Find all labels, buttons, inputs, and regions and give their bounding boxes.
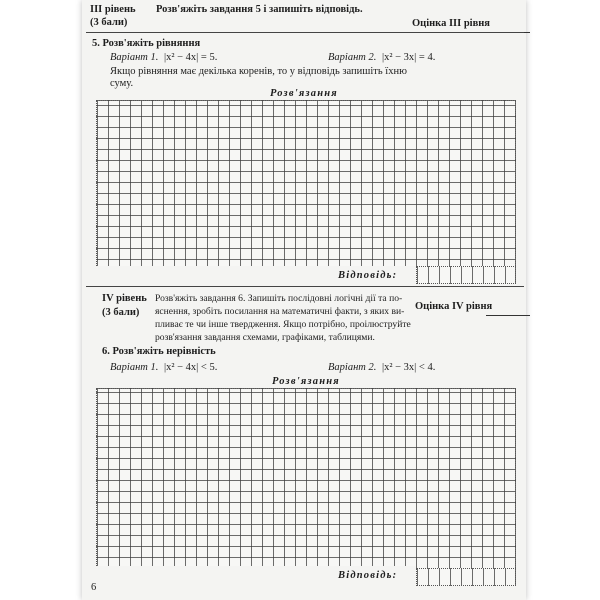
level4-title: IV рівень (102, 293, 147, 304)
task5-variant1-label: Варіант 1. (110, 52, 159, 63)
task5-variant1-expr: |x² − 4x| = 5. (164, 52, 218, 63)
task6-answer-field[interactable] (416, 568, 516, 586)
level3-points: (3 бали) (90, 17, 128, 28)
task5-variant2-expr: |x² − 3x| = 4. (382, 52, 436, 63)
task5-solution-label: Розв'язання (270, 88, 338, 99)
level3-instruction: Розв'яжіть завдання 5 і запишіть відповідь. (156, 4, 363, 15)
level4-grade-label: Оцінка IV рівня (415, 301, 493, 312)
task5-answer-field[interactable] (416, 266, 516, 284)
task6-heading: 6. Розв'яжіть нерівність (102, 346, 216, 357)
page-number: 6 (91, 582, 97, 593)
task5-variant2-label: Варіант 2. (328, 52, 377, 63)
task5-note-line1: Якщо рівняння має декілька коренів, то у відповідь запишіть їхню (110, 66, 407, 77)
task6-variant1-expr: |x² − 4x| < 5. (164, 362, 218, 373)
task6-variant2-label: Варіант 2. (328, 362, 377, 373)
level4-instruction-line1: Розв'яжіть завдання 6. Запишіть послідовні логічні дії та по- (155, 293, 403, 304)
section-divider (86, 286, 524, 287)
task5-note-line2: суму. (110, 78, 134, 89)
level4-points: (3 бали) (102, 307, 140, 318)
task6-variant2-expr: |x² − 3x| < 4. (382, 362, 436, 373)
level3-grade-field[interactable] (486, 20, 530, 38)
header-divider (86, 32, 524, 33)
level4-instruction-line2: яснення, зробіть посилання на математичні факти, з яких ви- (155, 306, 405, 317)
task6-variant1-label: Варіант 1. (110, 362, 159, 373)
task6-solution-label: Розв'язання (272, 376, 340, 387)
level4-instruction-line4: розв'язання завдання схемами, графіками, таблицями. (155, 332, 375, 343)
level4-instruction-line3: пливає те чи інше твердження. Якщо потрібно, проілюструйте (155, 319, 411, 330)
worksheet-page (82, 0, 526, 600)
task6-solution-grid[interactable] (96, 388, 516, 570)
task5-solution-grid[interactable] (96, 100, 516, 272)
task5-heading: 5. Розв'яжіть рівняння (92, 38, 201, 49)
task6-answer-label: Відповідь: (338, 570, 398, 581)
level4-grade-field[interactable] (486, 303, 530, 321)
level3-title: III рівень (90, 4, 136, 15)
task5-answer-label: Відповідь: (338, 270, 398, 281)
level3-grade-label: Оцінка III рівня (412, 18, 490, 29)
